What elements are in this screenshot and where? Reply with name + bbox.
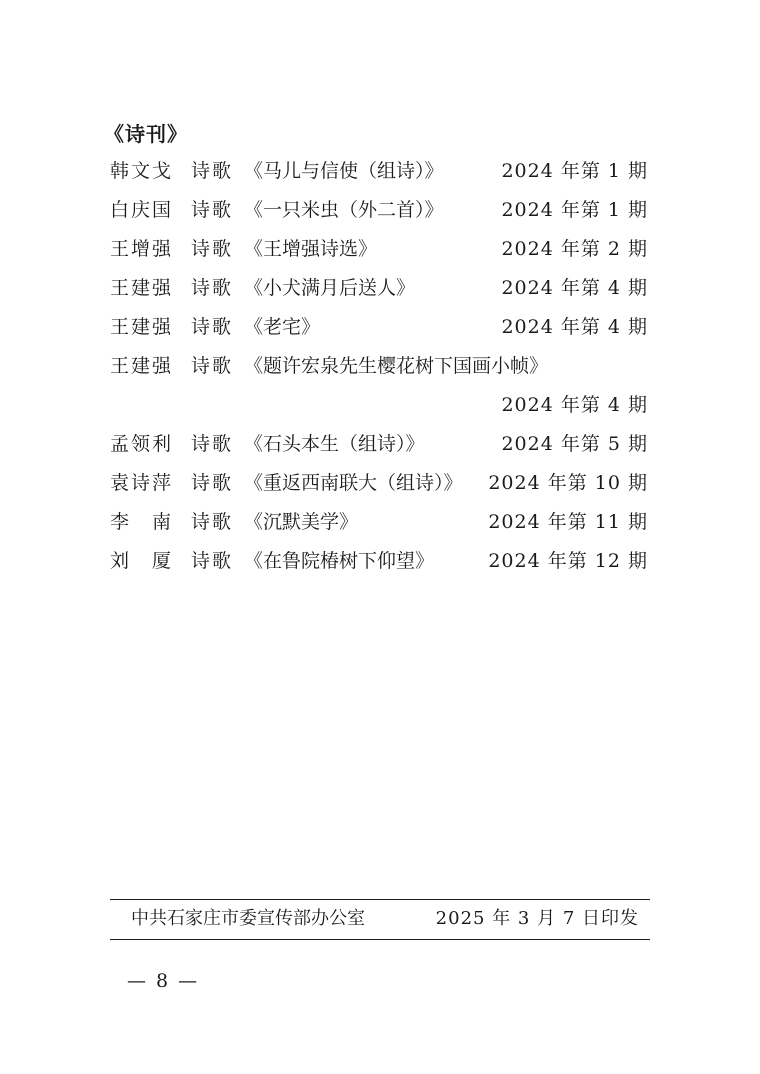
entry-issue: 2024 年第 2 期 [501, 238, 648, 260]
entry-title: 《老宅》 [244, 316, 321, 338]
entry-genre: 诗歌 [191, 199, 234, 221]
issue-date: 2025 年 3 月 7 日印发 [435, 908, 639, 929]
entry-title: 《沉默美学》 [244, 511, 359, 533]
footer-bottom-rule [110, 939, 650, 940]
list-item [0, 195, 760, 225]
entry-author: 刘 厦 [110, 550, 174, 572]
entry-issue: 2024 年第 5 期 [501, 433, 648, 455]
entry-issue: 2024 年第 4 期 [501, 277, 648, 299]
entry-genre: 诗歌 [191, 550, 234, 572]
list-item [0, 312, 760, 342]
list-item [0, 468, 760, 498]
entry-author: 白庆国 [110, 199, 174, 221]
entry-title: 《题许宏泉先生樱花树下国画小帧》 [244, 355, 549, 377]
entry-title: 《马儿与信使（组诗）》 [244, 160, 444, 182]
entry-author: 孟领利 [110, 433, 174, 455]
entry-issue: 2024 年第 12 期 [488, 550, 648, 572]
list-item-continuation [0, 390, 760, 420]
entry-author: 李 南 [110, 511, 174, 533]
entry-genre: 诗歌 [191, 277, 234, 299]
list-item [0, 273, 760, 303]
entry-author: 王建强 [110, 355, 174, 377]
entry-genre: 诗歌 [191, 238, 234, 260]
entry-title: 《小犬满月后送人》 [244, 277, 416, 299]
entry-title: 《石头本生（组诗）》 [244, 433, 425, 455]
list-item [0, 507, 760, 537]
entry-author: 王建强 [110, 316, 174, 338]
list-item [0, 546, 760, 576]
page-number: — 8 — [127, 970, 200, 992]
entry-author: 袁诗萍 [110, 472, 174, 494]
entry-author: 王增强 [110, 238, 174, 260]
entry-issue: 2024 年第 4 期 [501, 394, 648, 416]
entry-issue: 2024 年第 11 期 [488, 511, 648, 533]
entry-author: 王建强 [110, 277, 174, 299]
list-item [0, 234, 760, 264]
footer-top-rule [110, 899, 650, 900]
entry-title: 《重返西南联大（组诗）》 [244, 472, 463, 494]
list-item [0, 156, 760, 186]
entry-author: 韩文戈 [110, 160, 174, 182]
entry-genre: 诗歌 [191, 160, 234, 182]
entry-genre: 诗歌 [191, 316, 234, 338]
entry-title: 《在鲁院椿树下仰望》 [244, 550, 435, 572]
issuing-organization: 中共石家庄市委宣传部办公室 [131, 908, 365, 929]
entry-title: 《一只米虫（外二首）》 [244, 199, 444, 221]
list-item [0, 429, 760, 459]
section-title: 《诗刊》 [104, 122, 188, 146]
entry-genre: 诗歌 [191, 433, 234, 455]
entry-genre: 诗歌 [191, 355, 234, 377]
entry-issue: 2024 年第 10 期 [488, 472, 648, 494]
entry-title: 《王增强诗选》 [244, 238, 378, 260]
entry-issue: 2024 年第 1 期 [501, 160, 648, 182]
entry-issue: 2024 年第 4 期 [501, 316, 648, 338]
entry-genre: 诗歌 [191, 511, 234, 533]
entry-issue: 2024 年第 1 期 [501, 199, 648, 221]
list-item [0, 351, 760, 381]
entry-genre: 诗歌 [191, 472, 234, 494]
